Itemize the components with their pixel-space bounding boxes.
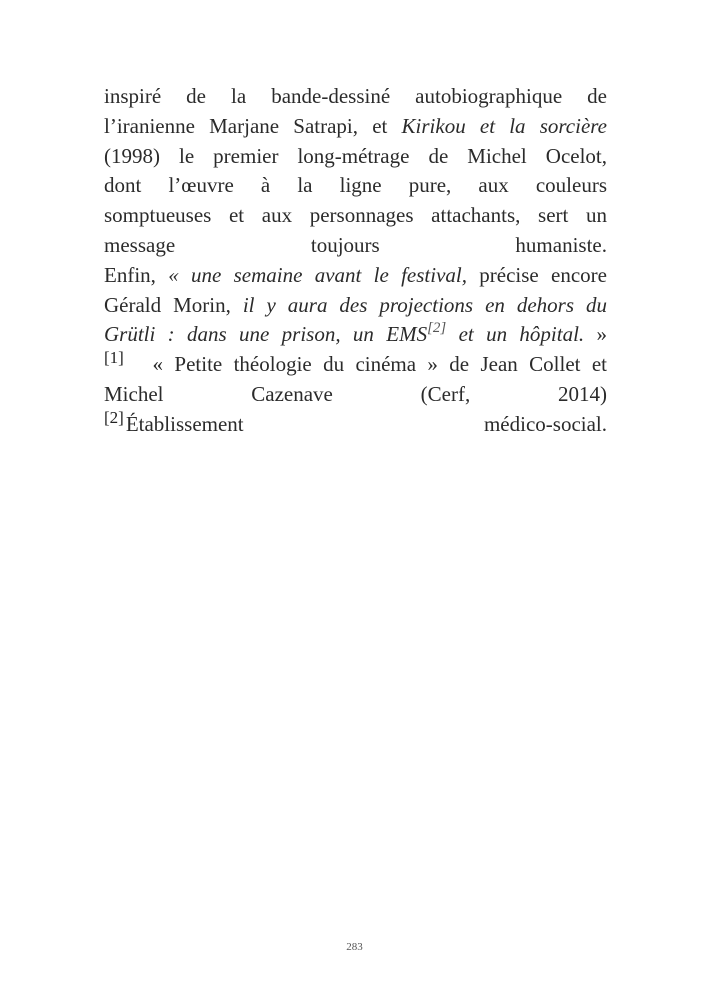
- paragraph-2-line-1: [104, 261, 607, 291]
- paragraph-1-line-3: (1998) le premier long-métrage de Michel Ocelot,: [104, 143, 607, 168]
- footnote-2-text: Établissement médico-social.: [125, 411, 607, 436]
- paragraph-1-line-5: somptueuses et aux personnages attachants, sert un: [104, 203, 607, 228]
- footnote-1-line-1: [104, 350, 607, 380]
- footnote-2-line-1: [104, 407, 607, 440]
- quote-italic-1: « une semaine avant le festival,: [168, 262, 467, 287]
- footnote-reference-2[interactable]: [2]: [427, 320, 447, 337]
- paragraph-2-line-3-suffix: »: [584, 322, 608, 347]
- quote-italic-3a: Grütli : dans une prison, un EMS: [104, 322, 428, 347]
- paragraph-1-line-2-text: l’iranienne Marjane Satrapi, et: [104, 113, 402, 138]
- footnote-1-line-2: Michel Cazenave (Cerf, 2014): [104, 381, 607, 406]
- paragraph-1-line-4: dont l’œuvre à la ligne pure, aux couleurs: [104, 173, 607, 198]
- paragraph-2-line-1-suffix: précise encore: [467, 262, 607, 287]
- paragraph-2-line-1-prefix: Enfin,: [104, 262, 169, 287]
- footnote-1-marker[interactable]: [1]: [104, 348, 124, 368]
- paragraph-1-line-1: inspiré de la bande-dessiné autobiographique de: [104, 84, 607, 108]
- paragraph-2-line-2-prefix: Gérald Morin,: [104, 292, 243, 317]
- quote-italic-2: il y aura des projections en dehors du: [242, 292, 608, 317]
- paragraph-2-line-2: [104, 291, 607, 321]
- page-number: 283: [346, 941, 363, 953]
- paragraph-1-line-2: [104, 112, 607, 142]
- paragraph-1: [104, 82, 607, 261]
- footnote-2: [104, 407, 607, 440]
- paragraph-2-line-3: [104, 320, 607, 350]
- film-title-kirikou: Kirikou et la sorcière: [401, 113, 607, 138]
- footnote-1: [104, 350, 607, 410]
- paragraph-1-line-6: message toujours humaniste.: [104, 232, 607, 257]
- quote-italic-3b: et un hôpital.: [446, 322, 585, 347]
- footnote-1-text: « Petite théologie du cinéma » de Jean Collet et: [152, 352, 607, 377]
- footnote-2-marker[interactable]: [2]: [104, 407, 124, 427]
- paragraph-2: [104, 261, 607, 350]
- text-block: [104, 82, 607, 440]
